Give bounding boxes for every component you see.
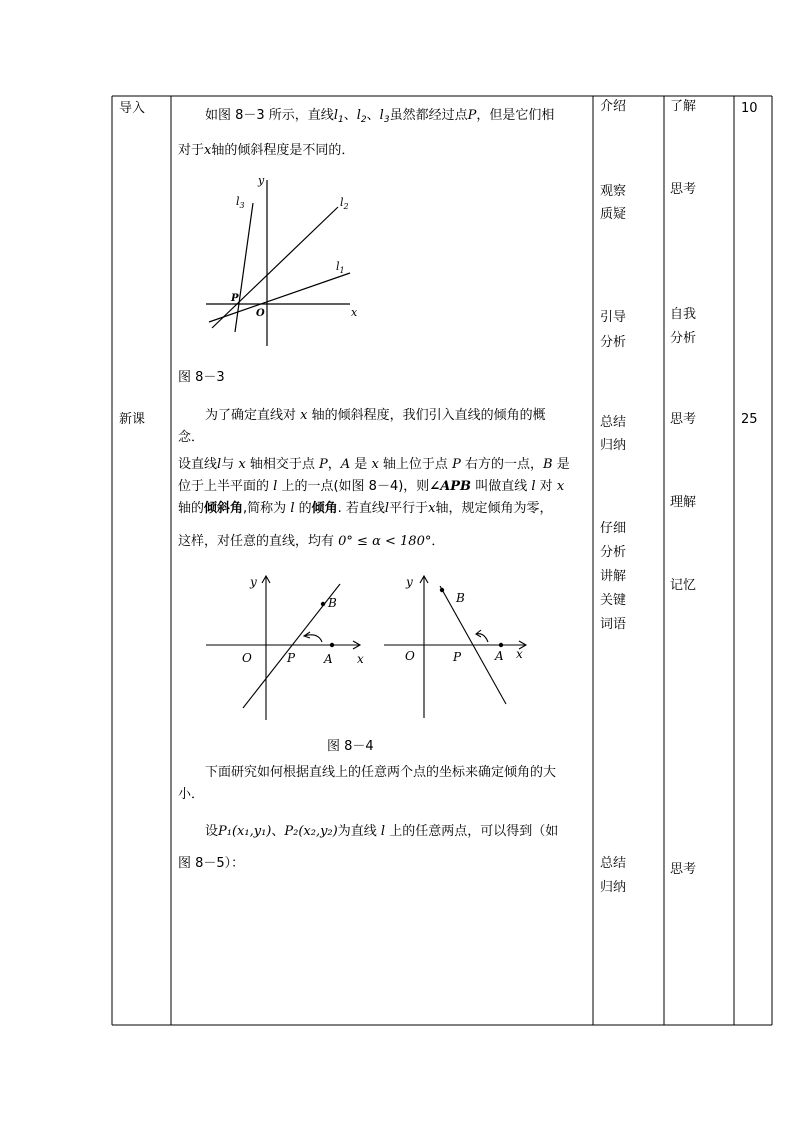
label-l1: $l_1$ — [336, 260, 345, 275]
svg-text:x: x — [357, 652, 364, 666]
right-point-B — [440, 588, 444, 592]
label-x: x — [351, 306, 358, 319]
method-item: 总结 归纳 — [600, 856, 627, 895]
student-item: 记忆 — [670, 578, 697, 593]
right-point-A — [499, 643, 503, 647]
stage-intro: 导入 — [119, 101, 146, 116]
left-point-B — [321, 602, 325, 606]
method-item: 观察 质疑 — [600, 184, 627, 222]
svg-text:B: B — [328, 596, 337, 610]
left-angle-arc — [304, 635, 322, 642]
method-item: 引导 分析 — [600, 310, 627, 350]
definition-line3: 轴的倾斜角,简称为 l 的倾角. 若直线l平行于x轴，规定倾角为零， — [178, 501, 553, 516]
setup-line1: 设P₁(x₁,y₁)、P₂(x₂,y₂)为直线 l 上的任意两点，可以得到（如 — [205, 824, 559, 839]
figure-8-4-caption: 图 8－4 — [327, 739, 374, 754]
new-paragraph-line1: 为了确定直线对 x 轴的倾斜程度，我们引入直线的倾角的概 — [205, 408, 546, 423]
stage-new-lesson: 新课 — [119, 412, 146, 427]
line-l3 — [235, 203, 253, 332]
figure-8-3 — [200, 170, 360, 350]
method-item: 总结 归纳 — [600, 415, 627, 453]
label-l3: $l_3$ — [236, 195, 245, 210]
svg-text:A: A — [495, 649, 504, 663]
minutes: 10 — [741, 101, 758, 116]
svg-text:x: x — [516, 647, 523, 661]
intro-paragraph-line2: 对于x轴的倾斜程度是不同的． — [178, 143, 355, 158]
svg-text:B: B — [456, 591, 465, 605]
svg-text:P: P — [287, 651, 296, 665]
label-y: y — [258, 174, 265, 187]
label-l2: $l_2$ — [340, 196, 349, 211]
definition-line1: 设直线l与 x 轴相交于点 P，A 是 x 轴上位于点 P 右方的一点，B 是 — [178, 457, 570, 472]
figure-8-3-caption: 图 8－3 — [178, 370, 225, 385]
definition-line2: 位于上半平面的 l 上的一点(如图 8－4)，则∠APB 叫做直线 l 对 x — [178, 479, 565, 494]
svg-text:O: O — [242, 651, 252, 665]
student-item: 思考 — [670, 862, 697, 877]
label-P: P — [231, 293, 239, 304]
minutes: 25 — [741, 412, 758, 427]
new-paragraph-line2: 念． — [178, 430, 205, 445]
svg-text:A: A — [324, 652, 333, 666]
intro-paragraph-line1: 如图 8－3 所示，直线$l_1$、$l_2$、$l_3$虽然都经过点P，但是它们相 — [205, 108, 555, 125]
left-point-A — [330, 643, 334, 647]
study-line1: 下面研究如何根据直线上的任意两个点的坐标来确定倾角的大 — [205, 765, 557, 780]
student-item: 自我 分析 — [670, 307, 697, 346]
figure-8-4 — [200, 566, 540, 726]
study-line2: 小． — [178, 787, 205, 802]
student-item: 思考 — [670, 412, 697, 427]
setup-line2: 图 8－5）： — [178, 856, 245, 871]
student-item: 理解 — [670, 495, 697, 510]
svg-text:O: O — [405, 649, 415, 663]
student-item: 思考 — [670, 182, 697, 197]
svg-text:P: P — [453, 650, 462, 664]
method-item: 仔细 分析 讲解 关键 词语 — [600, 521, 627, 632]
line-l2 — [212, 207, 338, 328]
definition-line4: 这样，对任意的直线，均有 0° ≤ α < 180°． — [178, 534, 445, 549]
label-O: O — [256, 308, 265, 319]
svg-text:y: y — [250, 575, 257, 589]
method-item: 介绍 — [600, 99, 627, 114]
svg-text:y: y — [406, 575, 413, 589]
student-item: 了解 — [670, 99, 697, 114]
left-line-l — [243, 584, 340, 708]
